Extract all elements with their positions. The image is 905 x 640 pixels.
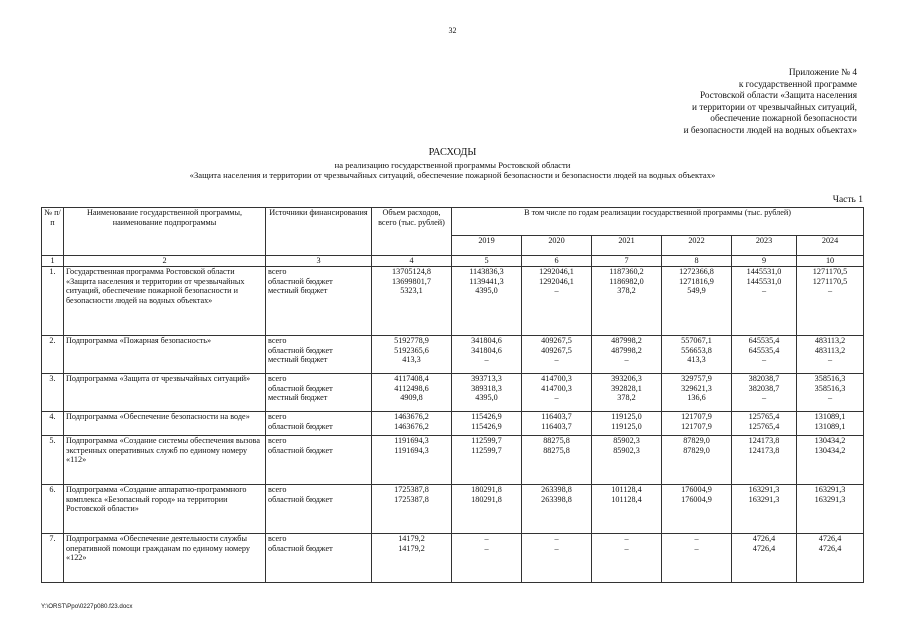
value: 176004,9: [681, 484, 712, 494]
appendix-line: обеспечение пожарной безопасности: [710, 114, 857, 125]
value: –: [484, 533, 489, 543]
value: 329757,9: [681, 373, 712, 383]
column-number: 10: [797, 256, 864, 267]
value: 1463676,2: [394, 421, 429, 431]
value-cell: [797, 411, 864, 435]
value-cell: [592, 411, 662, 435]
subtitle-line: на реализацию государственной программы Ростовской области: [334, 160, 571, 170]
value: 119125,0: [611, 411, 642, 421]
value: 4395,0: [475, 393, 498, 403]
value: 88275,8: [543, 435, 570, 445]
appendix-line: и территории от чрезвычайных ситуаций,: [692, 102, 857, 113]
row-number: 6.: [42, 484, 64, 533]
value: 5192365,6: [394, 345, 429, 355]
table-row: [42, 373, 864, 411]
value: 1725387,8: [394, 484, 429, 494]
funding-source: всего: [268, 373, 287, 383]
value: 121707,9: [681, 411, 712, 421]
value-cell: [732, 335, 797, 373]
value: 14179,2: [398, 543, 425, 553]
header-no: № п/п: [42, 208, 64, 256]
value: 409267,5: [541, 335, 572, 345]
value: 124173,8: [748, 435, 780, 445]
value: 1272366,8: [679, 266, 714, 276]
value: 483113,2: [814, 335, 846, 345]
value: 645535,4: [748, 335, 780, 345]
column-number: 7: [592, 256, 662, 267]
value: 125765,4: [748, 411, 780, 421]
appendix-line: Ростовской области «Защита населения: [699, 91, 857, 102]
value-cell: [662, 266, 732, 335]
value: 1139441,3: [469, 276, 504, 286]
page-number: 32: [448, 26, 457, 35]
funding-source: местный бюджет: [268, 286, 328, 296]
value: 115426,9: [471, 411, 502, 421]
value: 1445531,0: [746, 276, 782, 286]
value: 341804,6: [471, 345, 502, 355]
subtitle-line: «Защита населения и территории от чрезвычайных ситуаций, обеспечение пожарной безопасности и безопасности людей на водных объектах»: [189, 170, 716, 181]
value-cell: [452, 435, 522, 484]
value-cell: [797, 373, 864, 411]
value-cell: [372, 484, 452, 533]
program-name: Подпрограмма «Защита от чрезвычайных ситуаций»: [64, 373, 266, 411]
value-cell: [522, 484, 592, 533]
value: 382038,7: [748, 373, 780, 383]
value-cell: [662, 335, 732, 373]
value-cell: [522, 266, 592, 335]
value: –: [761, 393, 767, 403]
column-number: 2: [64, 256, 266, 267]
value-cell: [372, 533, 452, 582]
value: 4395,0: [475, 286, 498, 296]
table-row: [42, 411, 864, 435]
value: –: [827, 286, 833, 296]
column-numbers-row: [42, 256, 864, 267]
value: 4726,4: [818, 543, 842, 553]
header-year: 2019: [452, 236, 522, 256]
value: 131089,1: [814, 411, 846, 421]
value: –: [554, 533, 559, 543]
value: –: [484, 355, 489, 365]
value-cell: [522, 435, 592, 484]
value: 5192778,9: [394, 335, 429, 345]
header-source: Источники финансирования: [266, 208, 372, 256]
value: 393713,3: [471, 373, 502, 383]
document-subtitle: [0, 160, 905, 181]
appendix-header: [557, 68, 857, 138]
funding-source-cell: [266, 373, 372, 411]
column-number: 8: [662, 256, 732, 267]
funding-source: областной бюджет: [268, 543, 333, 553]
value: 4909,8: [400, 393, 423, 403]
value: 131089,1: [814, 421, 846, 431]
value: 1271170,5: [812, 266, 848, 276]
value-cell: [372, 335, 452, 373]
value: 263398,8: [541, 484, 572, 494]
value-cell: [662, 435, 732, 484]
value: 87829,0: [683, 445, 710, 455]
header-year: 2021: [592, 236, 662, 256]
value: 483113,2: [814, 345, 846, 355]
value: 414700,3: [541, 373, 572, 383]
value: 1191694,3: [394, 435, 429, 445]
table-row: [42, 435, 864, 484]
value-cell: [662, 533, 732, 582]
value: 378,2: [617, 286, 636, 296]
value: –: [624, 543, 629, 553]
value: 115426,9: [471, 421, 502, 431]
value: 119125,0: [611, 421, 642, 431]
header-year: 2024: [797, 236, 864, 256]
value-cell: [372, 373, 452, 411]
value: 1187360,2: [609, 266, 644, 276]
funding-source: всего: [268, 435, 287, 445]
value: 1271170,5: [812, 276, 848, 286]
document-title: РАСХОДЫ: [428, 147, 477, 158]
value: 112599,7: [471, 445, 502, 455]
value: 358516,3: [814, 373, 846, 383]
table-body: [42, 266, 864, 582]
funding-source-cell: [266, 533, 372, 582]
value-cell: [797, 266, 864, 335]
value: 1725387,8: [394, 494, 429, 504]
value-cell: [797, 335, 864, 373]
value: 125765,4: [748, 421, 780, 431]
value-cell: [592, 335, 662, 373]
value-cell: [452, 266, 522, 335]
funding-source-cell: [266, 411, 372, 435]
row-number: 5.: [42, 435, 64, 484]
value: 180291,8: [471, 494, 502, 504]
row-number: 7.: [42, 533, 64, 582]
value-cell: [662, 484, 732, 533]
value: 414700,3: [541, 383, 572, 393]
value: 4726,4: [818, 533, 842, 543]
header-year: 2023: [732, 236, 797, 256]
header-year: 2022: [662, 236, 732, 256]
value: –: [624, 355, 629, 365]
funding-source-cell: [266, 484, 372, 533]
value: 85902,3: [613, 445, 640, 455]
value: 487998,2: [611, 335, 642, 345]
column-number: 1: [42, 256, 64, 267]
program-name: Подпрограмма «Пожарная безопасность»: [64, 335, 266, 373]
funding-source: местный бюджет: [268, 393, 328, 403]
value: 378,2: [617, 393, 636, 403]
value: 5323,1: [400, 286, 423, 296]
value: –: [554, 393, 559, 403]
value-cell: [452, 484, 522, 533]
value-cell: [592, 435, 662, 484]
value: 1445531,0: [746, 266, 782, 276]
value: –: [827, 393, 833, 403]
value: 85902,3: [613, 435, 640, 445]
value-cell: [662, 373, 732, 411]
value-cell: [592, 266, 662, 335]
value: 176004,9: [681, 494, 712, 504]
value: 163291,3: [814, 494, 846, 504]
value-cell: [662, 411, 732, 435]
value: –: [554, 355, 559, 365]
value-cell: [797, 435, 864, 484]
header-total: Объем расходов, всего (тыс. рублей): [372, 208, 452, 256]
value: 557067,1: [681, 335, 712, 345]
value-cell: [372, 411, 452, 435]
table-row: [42, 484, 864, 533]
value: 163291,3: [748, 484, 780, 494]
value-cell: [732, 411, 797, 435]
value: 1186982,0: [609, 276, 644, 286]
value-cell: [732, 435, 797, 484]
funding-source: областной бюджет: [268, 345, 333, 355]
value: 392828,1: [611, 383, 642, 393]
value-cell: [732, 266, 797, 335]
value-cell: [522, 335, 592, 373]
row-number: 3.: [42, 373, 64, 411]
value: 163291,3: [814, 484, 846, 494]
value: 556653,8: [681, 345, 712, 355]
expenses-table: [41, 207, 864, 583]
value-cell: [372, 266, 452, 335]
value: 101128,4: [611, 484, 642, 494]
funding-source: всего: [268, 266, 287, 276]
value: 1143836,3: [469, 266, 504, 276]
value: 341804,6: [471, 335, 502, 345]
part-label: Часть 1: [832, 195, 863, 205]
value: 358516,3: [814, 383, 846, 393]
row-number: 1.: [42, 266, 64, 335]
value: 4726,4: [752, 533, 776, 543]
program-name: Государственная программа Ростовской области «Защита населения и территории от чрезвычайных ситуаций, обеспечение пожарной безопасности и безопасности людей на водных объектах»: [64, 266, 266, 335]
file-path-footer: Y:\ORST\Ppo\0227p080.f23.docx: [41, 603, 133, 610]
value: 413,3: [687, 355, 706, 365]
table-row: [42, 533, 864, 582]
value: 1271816,9: [679, 276, 714, 286]
value-cell: [732, 373, 797, 411]
value: 487998,2: [611, 345, 642, 355]
value: 4117408,4: [394, 373, 429, 383]
program-name: Подпрограмма «Обеспечение безопасности на воде»: [64, 411, 266, 435]
program-name: Подпрограмма «Создание аппаратно-программного комплекса «Безопасный город» на территории Ростовской области»: [64, 484, 266, 533]
column-number: 9: [732, 256, 797, 267]
value: 130434,2: [814, 435, 846, 445]
header-years-group: В том числе по годам реализации государственной программы (тыс. рублей): [452, 208, 864, 236]
program-name: Подпрограмма «Обеспечение деятельности службы оперативной помощи гражданам по единому номеру «122»: [64, 533, 266, 582]
row-number: 2.: [42, 335, 64, 373]
value: 112599,7: [471, 435, 502, 445]
value: 13705124,8: [392, 266, 431, 276]
value: 124173,8: [748, 445, 780, 455]
value-cell: [592, 533, 662, 582]
table-header: [42, 208, 864, 267]
funding-source: всего: [268, 411, 287, 421]
row-number: 4.: [42, 411, 64, 435]
value-cell: [522, 533, 592, 582]
value: 1292046,1: [539, 266, 574, 276]
value: –: [761, 355, 767, 365]
funding-source: областной бюджет: [268, 383, 333, 393]
value: 4726,4: [752, 543, 776, 553]
value: 87829,0: [683, 435, 710, 445]
value: –: [694, 533, 699, 543]
value: 549,9: [687, 286, 706, 296]
value: 101128,4: [611, 494, 642, 504]
value-cell: [452, 373, 522, 411]
funding-source: областной бюджет: [268, 445, 333, 455]
value: 1292046,1: [539, 276, 574, 286]
value-cell: [592, 373, 662, 411]
column-number: 4: [372, 256, 452, 267]
value: 413,3: [402, 355, 421, 365]
column-number: 5: [452, 256, 522, 267]
funding-source: областной бюджет: [268, 421, 333, 431]
funding-source-cell: [266, 335, 372, 373]
value: 1463676,2: [394, 411, 429, 421]
value: –: [827, 355, 833, 365]
value-cell: [452, 411, 522, 435]
value: 393206,3: [611, 373, 642, 383]
value: 130434,2: [814, 445, 846, 455]
value-cell: [522, 373, 592, 411]
value: 263398,8: [541, 494, 572, 504]
value: 4112498,6: [394, 383, 429, 393]
value: 116403,7: [541, 421, 572, 431]
value: –: [624, 533, 629, 543]
funding-source-cell: [266, 266, 372, 335]
appendix-line: Приложение № 4: [788, 68, 857, 78]
value-cell: [372, 435, 452, 484]
column-number: 3: [266, 256, 372, 267]
funding-source: всего: [268, 533, 287, 543]
funding-source: областной бюджет: [268, 276, 333, 286]
funding-source-cell: [266, 435, 372, 484]
funding-source: всего: [268, 335, 287, 345]
value: 645535,4: [748, 345, 780, 355]
value: 13699801,7: [392, 276, 431, 286]
value: 136,6: [687, 393, 706, 403]
value: 163291,3: [748, 494, 780, 504]
value: 14179,2: [398, 533, 425, 543]
program-name: Подпрограмма «Создание системы обеспечения вызова экстренных оперативных служб по единому номеру «112»: [64, 435, 266, 484]
value-cell: [592, 484, 662, 533]
value: 116403,7: [541, 411, 572, 421]
value-cell: [522, 411, 592, 435]
value: –: [761, 286, 767, 296]
value: 329621,3: [681, 383, 712, 393]
funding-source: местный бюджет: [268, 355, 328, 365]
value: 180291,8: [471, 484, 502, 494]
value: 1191694,3: [394, 445, 429, 455]
value: 88275,8: [543, 445, 570, 455]
value: –: [554, 286, 559, 296]
funding-source: всего: [268, 484, 287, 494]
column-number: 6: [522, 256, 592, 267]
table-row: [42, 335, 864, 373]
header-name: Наименование государственной программы, наименование подпрограммы: [64, 208, 266, 256]
funding-source: областной бюджет: [268, 494, 333, 504]
value: –: [484, 543, 489, 553]
value: 389318,3: [471, 383, 502, 393]
value-cell: [732, 533, 797, 582]
value: 409267,5: [541, 345, 572, 355]
appendix-line: к государственной программе: [738, 79, 857, 90]
appendix-line: и безопасности людей на водных объектах»: [683, 125, 857, 136]
header-year: 2020: [522, 236, 592, 256]
value-cell: [452, 335, 522, 373]
value-cell: [732, 484, 797, 533]
table-row: [42, 266, 864, 335]
value: 121707,9: [681, 421, 712, 431]
value: 382038,7: [748, 383, 780, 393]
value-cell: [797, 533, 864, 582]
value: –: [554, 543, 559, 553]
value-cell: [452, 533, 522, 582]
value: –: [694, 543, 699, 553]
value-cell: [797, 484, 864, 533]
